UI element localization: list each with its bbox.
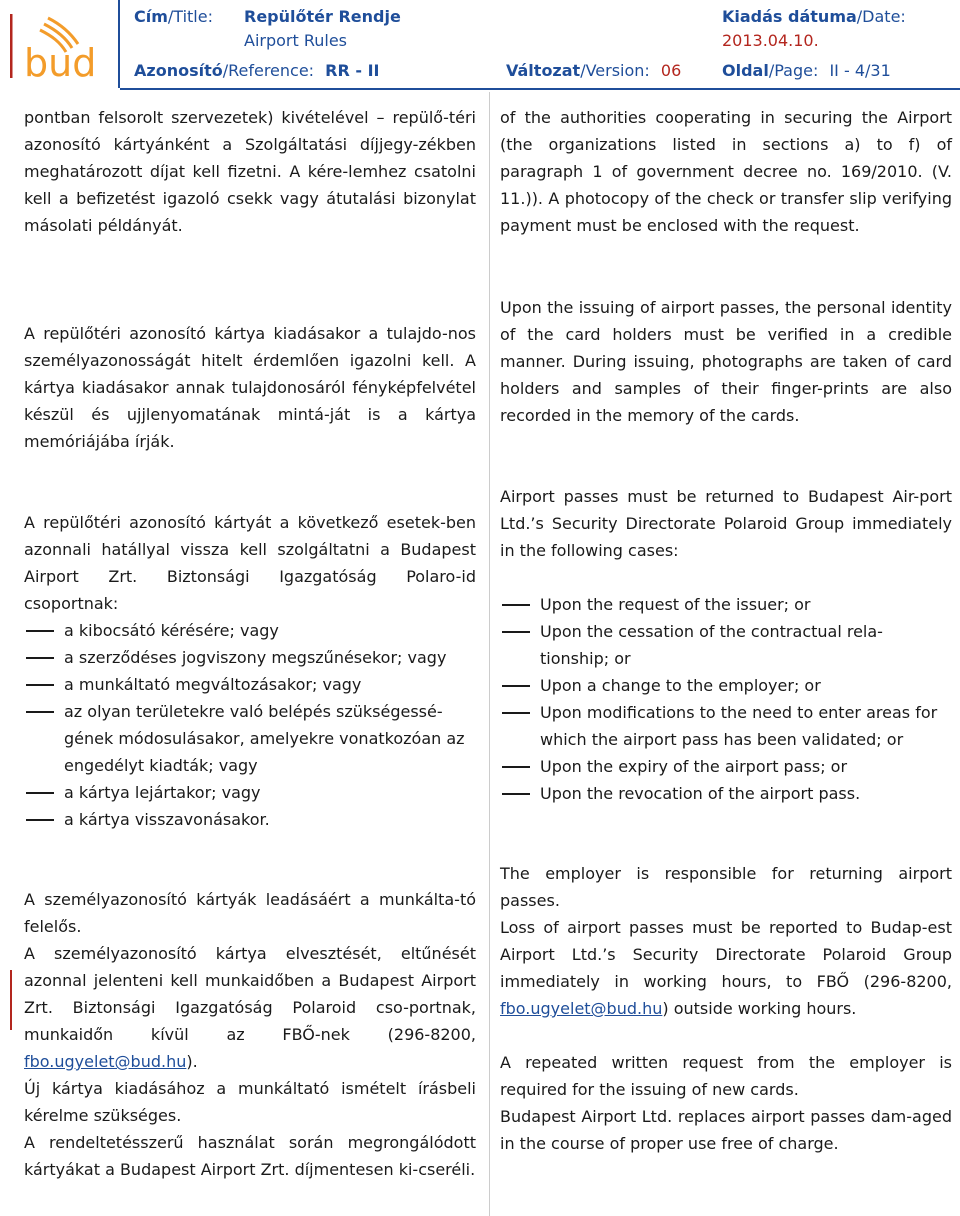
list-item: a kártya visszavonásakor. [24,806,476,833]
right-paragraph-replace: Budapest Airport Ltd. replaces airport passes dam-aged in the course of proper use free of charge. [500,1107,952,1153]
bud-logo [8,10,120,82]
right-return-section [500,483,952,807]
left-paragraph-fee: pontban felsorolt szervezetek) kivételével – repülő-téri azonosító kártyánként a Szolgáltatási díjjegy-zékben meghatározott díjat kell fizetni. A kére-lemhez csatolni kell a befizetést igazoló csekk vagy átutalási bizonylat másolati példányát. [24,108,476,235]
svg-text:bud: bud [24,41,97,82]
right-lower-section [500,860,952,1157]
left-return-section [24,509,476,833]
list-item: Upon the cessation of the contractual rela-tionship; or [500,618,952,672]
list-item: Upon the expiry of the airport pass; or [500,753,952,780]
header-divider [118,0,120,88]
column-divider [489,92,490,1216]
right-paragraph-employer: The employer is responsible for returning airport passes. [500,864,952,910]
right-paragraph-new-card: A repeated written request from the employer is required for the issuing of new cards. [500,1053,952,1099]
right-return-list [500,591,952,807]
email-link[interactable]: fbo.ugyelet@bud.hu [24,1052,187,1071]
list-item: az olyan területekre való belépés szükségessé-gének módosulásakor, amelyekre vonatkozóan az engedélyt kiadták; vagy [24,698,476,779]
page-number: Oldal/Page: II - 4/31 [722,61,891,80]
list-item: Upon the request of the issuer; or [500,591,952,618]
email-link[interactable]: fbo.ugyelet@bud.hu [500,999,663,1018]
list-item: Upon modifications to the need to enter areas for which the airport pass has been validated; or [500,699,952,753]
left-paragraph-replace: A rendeltetésszerű használat során megrongálódott kártyákat a Budapest Airport Zrt. díjmentesen ki-cseréli. [24,1133,476,1179]
list-item: a szerződéses jogviszony megszűnésekor; vagy [24,644,476,671]
left-lower-section [24,886,476,1183]
left-paragraph-loss: A személyazonosító kártya elvesztését, eltűnését azonnal jelenteni kell munkaidőben a Budapest Airport Zrt. Biztonsági Igazgatóság Polaroid cso-portnak, munkaidőn kívül az FBŐ-nek (296-8200, fbo.ugyelet@bud.hu). [24,944,476,1071]
left-return-list [24,617,476,833]
reference: Azonosító/Reference: RR - II [134,61,380,80]
version: Változat/Version: 06 [506,61,682,80]
list-item: a munkáltató megváltozásakor; vagy [24,671,476,698]
doc-title-hu: Repülőtér Rendje [244,7,401,26]
list-item: a kibocsátó kérésére; vagy [24,617,476,644]
date-label: Kiadás dátuma/Date: [722,7,906,26]
change-bar [10,970,12,1030]
left-paragraph-return: A repülőtéri azonosító kártyát a következő esetek-ben azonnali hatállyal vissza kell szolgáltatni a Budapest Airport Zrt. Biztonsági Igazgatóság Polaro-id csoportnak: [24,513,476,613]
right-paragraph-return: Airport passes must be returned to Budapest Air-port Ltd.’s Security Directorate Polaroid Group immediately in the following cases: [500,487,952,560]
right-paragraph-fee: of the authorities cooperating in securing the Airport (the organizations listed in sections a) to f) of paragraph 1 of government decree no. 169/2010. (V. 11.)). A photocopy of the check or transfer slip verifying payment must be enclosed with the request. [500,108,952,235]
date-value: 2013.04.10. [722,31,819,50]
title-label: Cím/Title: [134,7,213,26]
left-paragraph-new-card: Új kártya kiadásához a munkáltató ismételt írásbeli kérelme szükséges. [24,1079,476,1125]
right-paragraph-issuing: Upon the issuing of airport passes, the personal identity of the card holders must be verified in a credible manner. During issuing, photographs are taken of card holders and samples of their finger-prints are also recorded in the memory of the cards. [500,298,952,425]
left-paragraph-employer: A személyazonosító kártyák leadásáért a munkálta-tó felelős. [24,890,476,936]
list-item: Upon the revocation of the airport pass. [500,780,952,807]
list-item: Upon a change to the employer; or [500,672,952,699]
header-rule [120,88,960,90]
left-paragraph-issuing: A repülőtéri azonosító kártya kiadásakor a tulajdo-nos személyazonosságát hitelt érdemlően igazolni kell. A kártya kiadásakor annak tulajdonosáról fényképfelvétel készül és ujjlenyomatának mintá-ját is a kártya memóriájába írják. [24,324,476,451]
right-paragraph-loss: Loss of airport passes must be reported to Budap-est Airport Ltd.’s Security Directorate Polaroid Group immediately in working hours, to FBŐ (296-8200, fbo.ugyelet@bud.hu) outside working hours. [500,918,952,1018]
doc-title-en: Airport Rules [244,31,348,50]
list-item: a kártya lejártakor; vagy [24,779,476,806]
